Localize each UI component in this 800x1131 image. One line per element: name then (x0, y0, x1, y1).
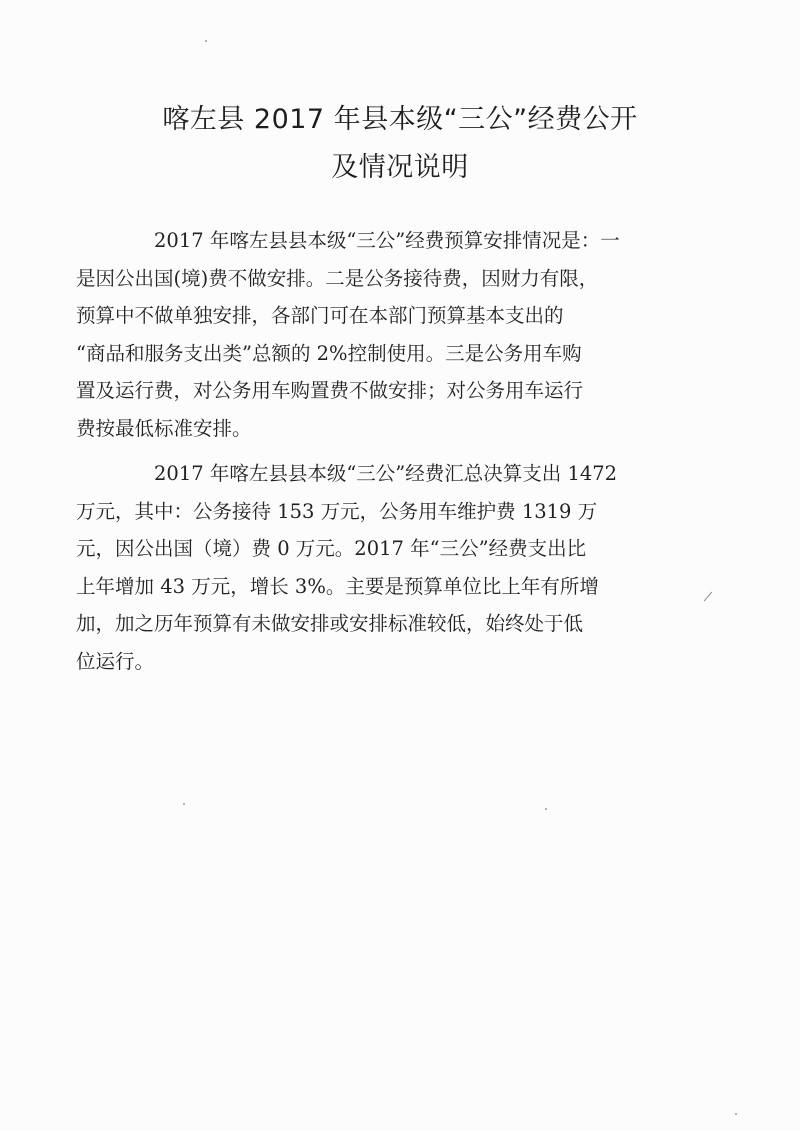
text-line: “商品和服务支出类”总额的 2%控制使用。三是公务用车购 (76, 341, 582, 365)
scan-speck (545, 808, 547, 810)
title-line-2: 及情况说明 (331, 152, 469, 183)
document-body (76, 222, 677, 688)
text-line: 位运行。 (76, 649, 155, 673)
text-line: 加，加之历年预算有未做安排或安排标准较低，始终处于低 (76, 612, 584, 635)
text-line: 2017 年喀左县县本级“三公”经费预算安排情况是：一 (154, 229, 620, 252)
text-line: 是因公出国(境)费不做安排。二是公务接待费，因财力有限， (76, 266, 599, 290)
title-line-1: 喀左县 2017 年县本级“三公”经费公开 (162, 104, 638, 135)
scan-mark (704, 592, 712, 602)
scan-speck (205, 40, 207, 42)
text-line: 预算中不做单独安排，各部门可在本部门预算基本支出的 (76, 304, 564, 327)
page-title (0, 96, 800, 192)
text-line: 万元，其中：公务接待 153 万元，公务用车维护费 1319 万 (76, 499, 598, 523)
scan-speck (183, 803, 185, 805)
text-line: 2017 年喀左县县本级“三公”经费汇总决算支出 1472 (154, 462, 618, 485)
text-line: 上年增加 43 万元，增长 3%。主要是预算单位比上年有所增 (76, 574, 599, 598)
paragraph-final-accounts (76, 455, 677, 680)
scan-speck (735, 1113, 737, 1115)
text-line: 费按最低标准安排。 (76, 416, 252, 440)
text-line: 置及运行费，对公务用车购置费不做安排；对公务用车运行 (76, 379, 584, 402)
text-line: 元，因公出国（境）费 0 万元。2017 年“三公”经费支出比 (76, 537, 587, 560)
paragraph-budget-arrangement (76, 222, 677, 447)
